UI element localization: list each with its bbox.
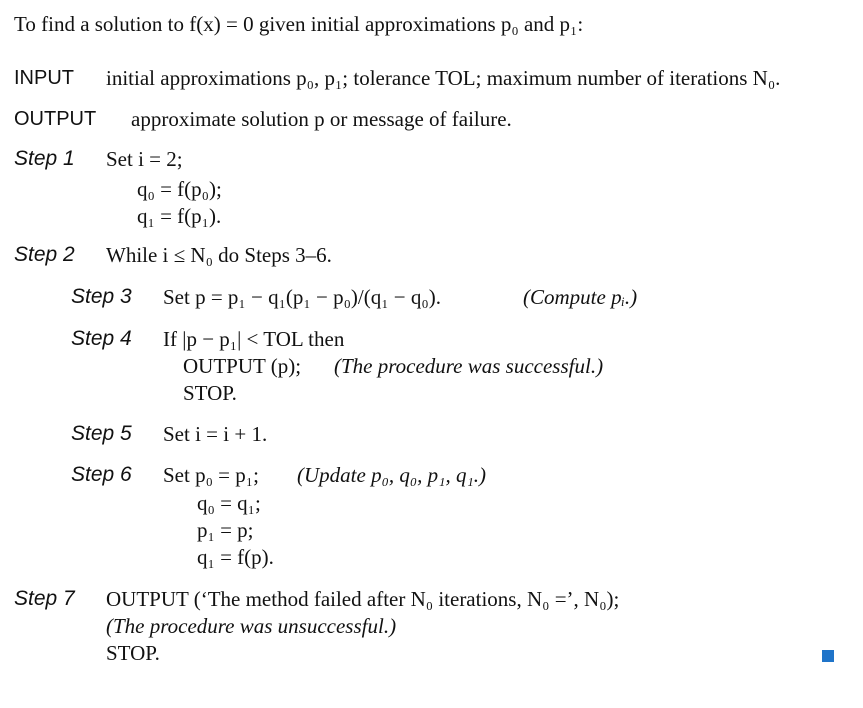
step-6-label: Step 6 <box>71 463 132 486</box>
input-text: initial approximations p₀, p₁; tolerance TOL; maximum number of iterations N₀. <box>106 66 781 90</box>
step-6-line-1: Set p₀ = p₁; <box>163 463 259 487</box>
step-5-text: Set i = i + 1. <box>163 422 268 446</box>
step-6-line-4: q₁ = f(p). <box>197 545 274 569</box>
step-3-comment: (Compute pᵢ.) <box>523 285 638 309</box>
output-text: approximate solution p or message of failure. <box>131 107 512 131</box>
step-1-line-2: q₀ = f(p₀); <box>137 177 222 201</box>
step-1-line-1: Set i = 2; <box>106 147 183 171</box>
step-6-line-3: p₁ = p; <box>197 518 254 542</box>
end-of-algorithm-marker <box>822 650 834 662</box>
step-5-label: Step 5 <box>71 422 132 445</box>
step-6-comment: (Update p₀, q₀, p₁, q₁.) <box>297 463 487 487</box>
step-7-label: Step 7 <box>14 587 75 610</box>
output-label: OUTPUT <box>14 108 97 130</box>
step-4-line-2: OUTPUT (p); <box>183 354 302 378</box>
step-7-line-1: OUTPUT (‘The method failed after N₀ iterations, N₀ =’, N₀); <box>106 587 620 611</box>
step-4-line-1: If |p − p₁| < TOL then <box>163 327 345 351</box>
step-7-line-3: STOP. <box>106 641 160 665</box>
step-1-label: Step 1 <box>14 147 75 170</box>
step-4-comment: (The procedure was successful.) <box>334 354 604 378</box>
step-4-line-3: STOP. <box>183 381 237 405</box>
step-1-line-3: q₁ = f(p₁). <box>137 204 222 228</box>
step-7-line-2: (The procedure was unsuccessful.) <box>106 614 397 638</box>
step-6-line-2: q₀ = q₁; <box>197 491 261 515</box>
intro-text: To find a solution to f(x) = 0 given initial approximations p₀ and p₁: <box>14 12 584 36</box>
step-3-label: Step 3 <box>71 285 132 308</box>
step-4-label: Step 4 <box>71 327 132 350</box>
input-label: INPUT <box>14 67 74 89</box>
step-3-text: Set p = p₁ − q₁(p₁ − p₀)/(q₁ − q₀). <box>163 285 441 309</box>
step-2-text: While i ≤ N₀ do Steps 3–6. <box>106 243 332 267</box>
step-2-label: Step 2 <box>14 243 75 266</box>
